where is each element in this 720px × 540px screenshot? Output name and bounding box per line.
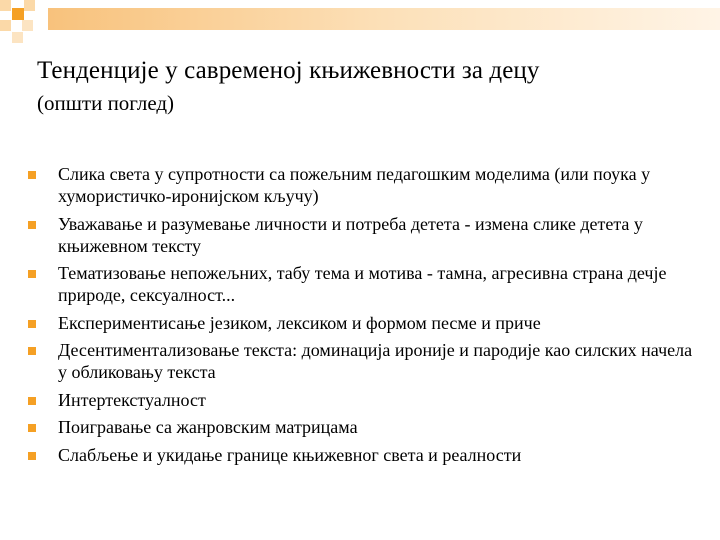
deco-square — [0, 20, 11, 31]
bullet-item — [28, 262, 698, 306]
bullet-item — [28, 163, 698, 207]
square-bullet-icon — [28, 171, 36, 179]
square-bullet-icon — [28, 320, 36, 328]
bullet-text: Тематизовање непожељних, табу тема и мотива - тамна, агресивна страна дечје природе, сексуалност... — [58, 263, 667, 305]
deco-square — [0, 0, 11, 11]
deco-square — [22, 20, 33, 31]
square-bullet-icon — [28, 424, 36, 432]
deco-square — [24, 0, 35, 11]
square-bullet-icon — [28, 221, 36, 229]
bullet-item — [28, 312, 698, 334]
bullet-text: Десентиментализовање текста: доминација ироније и пародије као силских начела у обликовању текста — [58, 340, 693, 382]
bullet-text: Уважавање и разумевање личности и потреба детета - измена слике детета у књижевном тексту — [58, 213, 643, 256]
bullet-item — [28, 389, 698, 411]
bullet-item — [28, 339, 698, 383]
bullet-text: Слабљење и укидање границе књижевног света и реалности — [58, 444, 522, 465]
deco-square — [12, 8, 24, 20]
square-bullet-icon — [28, 452, 36, 460]
square-bullet-icon — [28, 347, 36, 355]
slide-title-block — [37, 56, 697, 116]
square-bullet-icon — [28, 397, 36, 405]
bullet-text: Поигравање са жанровским матрицама — [58, 417, 358, 437]
bullet-item — [28, 416, 698, 438]
bullet-item — [28, 213, 698, 257]
bullet-text: Слика света у супротности са пожељним педагошким моделима (или поука у хумористичко-иронијском кључу) — [58, 164, 651, 206]
bullet-item — [28, 444, 698, 466]
square-bullet-icon — [28, 270, 36, 278]
deco-square — [12, 32, 23, 43]
bullet-text: Експериментисање језиком, лексиком и формом песме и приче — [58, 312, 541, 333]
slide-subtitle: (општи поглед) — [37, 91, 175, 115]
bullet-text: Интертекстуалност — [58, 389, 206, 410]
slide-title: Тенденције у савременој књижевности за децу — [37, 57, 540, 84]
bullet-list — [28, 163, 698, 471]
header-gradient-bar — [48, 8, 720, 30]
